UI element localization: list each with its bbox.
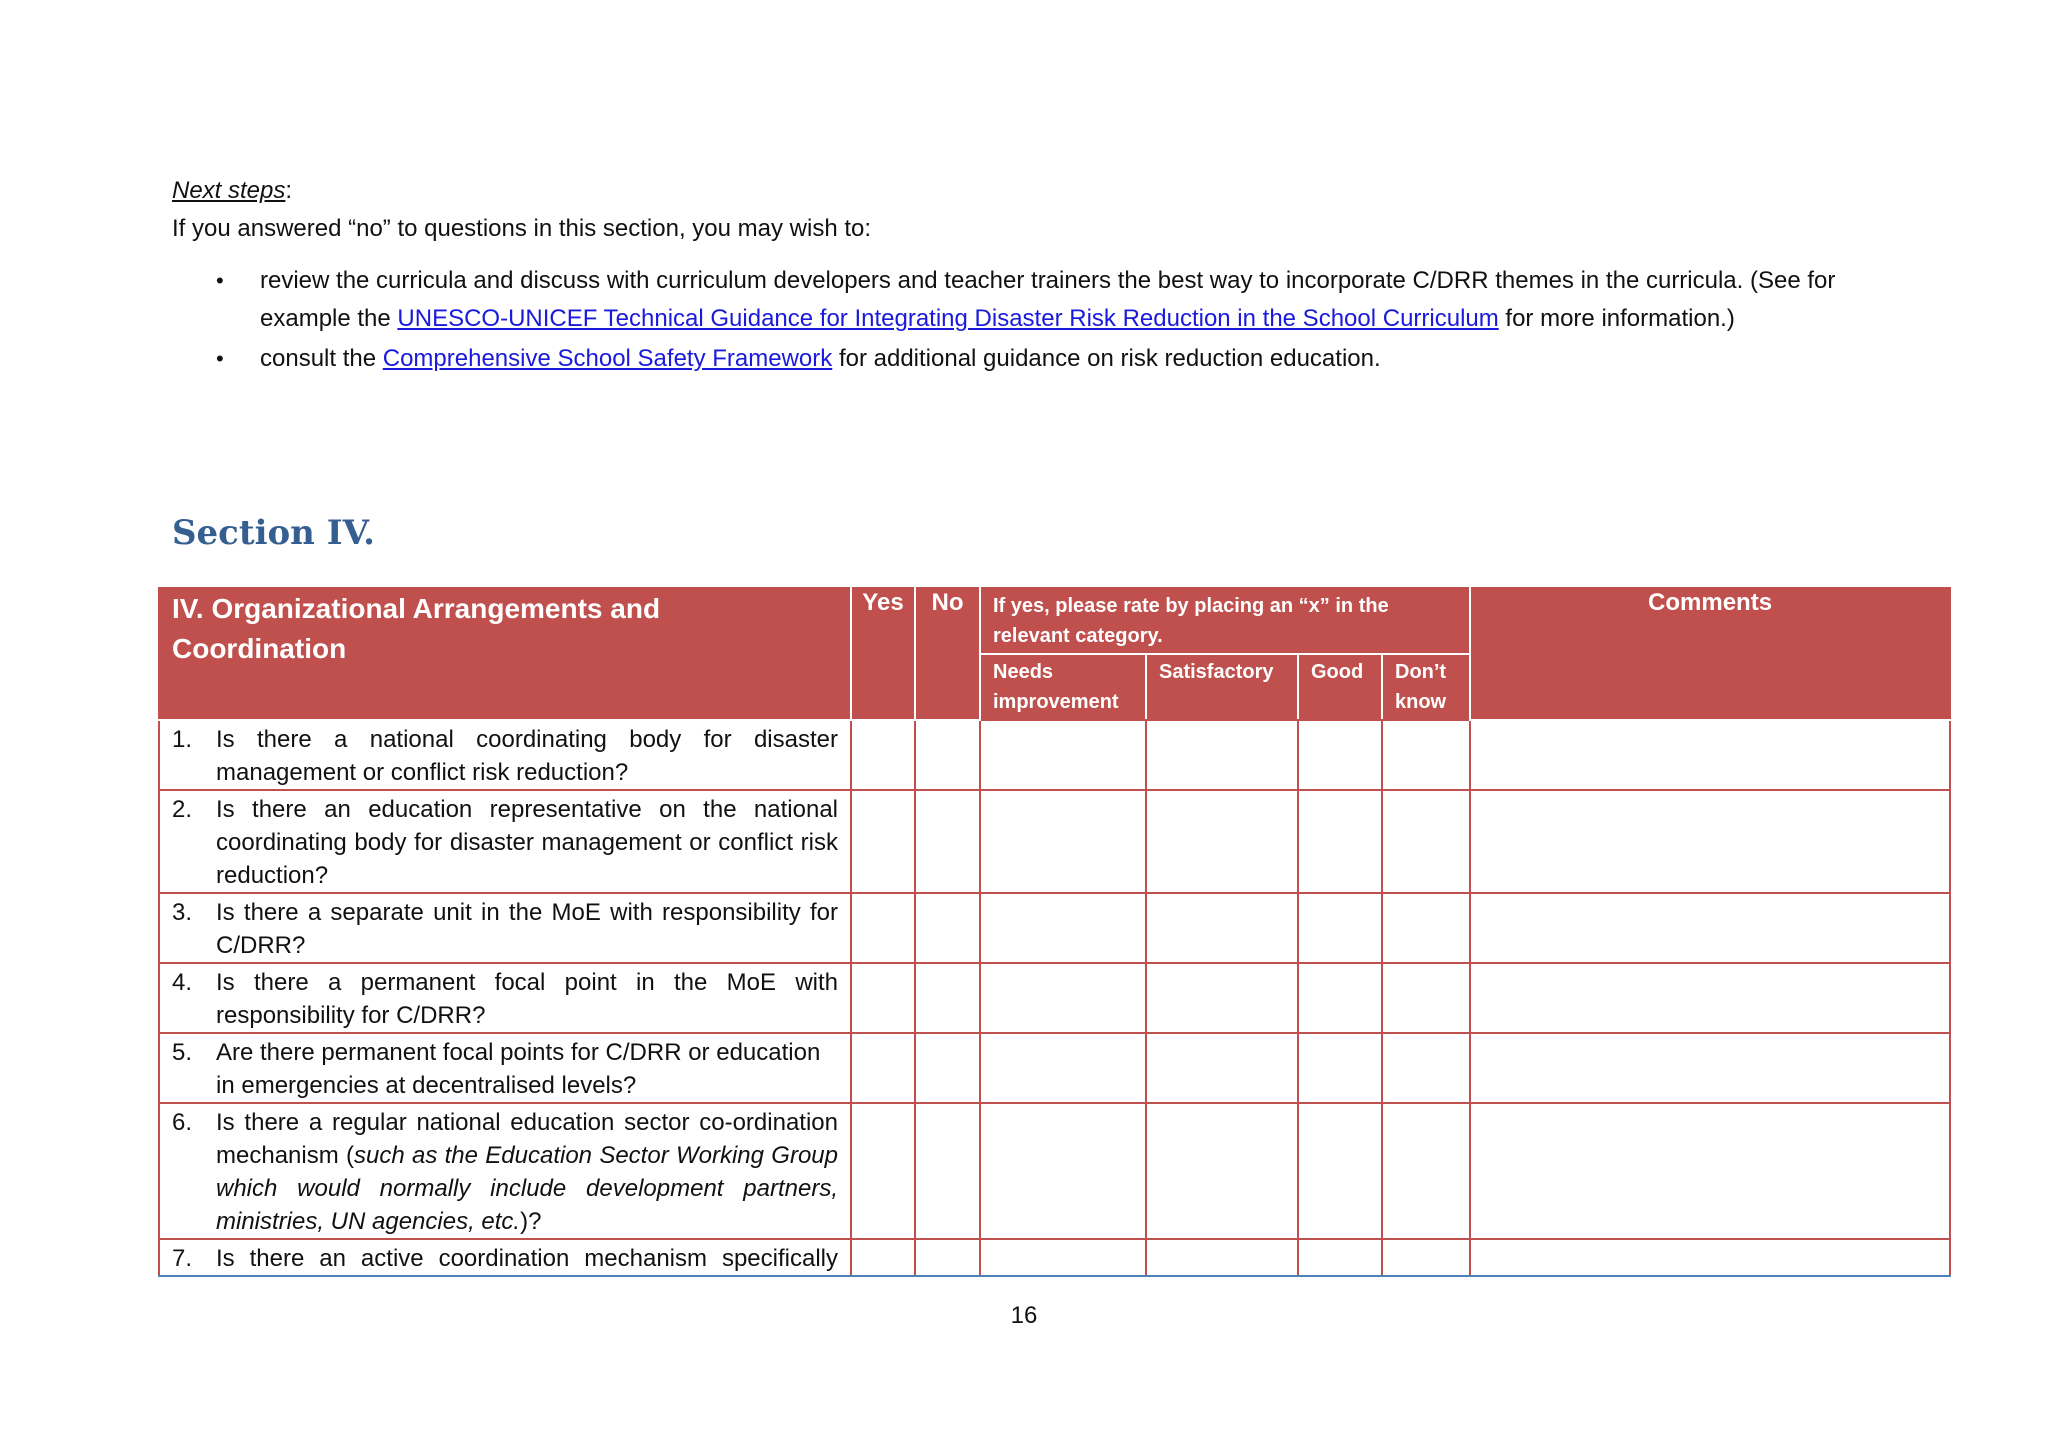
dont-know-cell[interactable] bbox=[1382, 790, 1470, 893]
bullet-icon: • bbox=[216, 268, 224, 293]
good-cell[interactable] bbox=[1298, 1239, 1382, 1276]
question-text: Is there a national coordinating body for disaster management or conflict risk reduction? bbox=[216, 726, 838, 786]
question-text: Is there a permanent focal point in the MoE with responsibility for C/DRR? bbox=[216, 969, 838, 1029]
question-number: 3. bbox=[172, 899, 193, 926]
good-header: Good bbox=[1298, 654, 1382, 720]
needs-improvement-cell[interactable] bbox=[980, 790, 1146, 893]
no-column-header: No bbox=[915, 588, 980, 720]
bullet-icon: • bbox=[216, 346, 224, 371]
dont-know-cell[interactable] bbox=[1382, 963, 1470, 1033]
question-number: 2. bbox=[172, 796, 193, 823]
bullet-text: review the curricula and discuss with curriculum developers and teacher trainers the best way to incorporate C/DRR themes in the curricula. (See for example the bbox=[260, 267, 1836, 332]
needs-improvement-cell[interactable] bbox=[980, 1239, 1146, 1276]
satisfactory-cell[interactable] bbox=[1146, 720, 1298, 790]
yes-cell[interactable] bbox=[851, 720, 915, 790]
yes-cell[interactable] bbox=[851, 963, 915, 1033]
dont-know-cell[interactable] bbox=[1382, 1239, 1470, 1276]
comments-cell[interactable] bbox=[1470, 1103, 1950, 1239]
section-title: Section IV. bbox=[172, 513, 375, 553]
comments-cell[interactable] bbox=[1470, 720, 1950, 790]
bullet-text: consult the bbox=[260, 345, 383, 372]
question-cell bbox=[159, 1033, 851, 1103]
needs-improvement-cell[interactable] bbox=[980, 1103, 1146, 1239]
no-cell[interactable] bbox=[915, 1103, 980, 1239]
yes-cell[interactable] bbox=[851, 1033, 915, 1103]
comments-cell[interactable] bbox=[1470, 1239, 1950, 1276]
next-steps-heading-colon: : bbox=[285, 177, 293, 204]
comments-cell[interactable] bbox=[1470, 1033, 1950, 1103]
next-steps-heading-line bbox=[172, 172, 1892, 210]
comments-column-header: Comments bbox=[1470, 588, 1950, 720]
question-cell bbox=[159, 720, 851, 790]
good-cell[interactable] bbox=[1298, 1033, 1382, 1103]
next-steps-list bbox=[172, 262, 1892, 378]
question-cell bbox=[159, 1103, 851, 1239]
next-steps-heading: Next steps bbox=[172, 177, 286, 204]
list-item bbox=[172, 340, 1892, 378]
dont-know-cell[interactable] bbox=[1382, 893, 1470, 963]
bullet-text-end: for more information.) bbox=[1498, 305, 1735, 332]
no-cell[interactable] bbox=[915, 963, 980, 1033]
bullet-text-end: for additional guidance on risk reduction education. bbox=[832, 345, 1381, 372]
yes-cell[interactable] bbox=[851, 893, 915, 963]
good-cell[interactable] bbox=[1298, 1103, 1382, 1239]
next-steps-block bbox=[172, 172, 1892, 380]
table-row bbox=[159, 963, 1950, 1033]
question-text-start: Is there a regular national education sector co-ordination mechanism ( bbox=[216, 1109, 838, 1169]
comments-cell[interactable] bbox=[1470, 790, 1950, 893]
question-text bbox=[216, 1106, 838, 1238]
needs-improvement-cell[interactable] bbox=[980, 720, 1146, 790]
unesco-unicef-guidance-link[interactable]: UNESCO-UNICEF Technical Guidance for Integrating Disaster Risk Reduction in the School Curriculum bbox=[397, 305, 1499, 332]
yes-column-header: Yes bbox=[851, 588, 915, 720]
question-text: Are there permanent focal points for C/DRR or education in emergencies at decentralised levels? bbox=[216, 1039, 821, 1099]
question-cell bbox=[159, 963, 851, 1033]
no-cell[interactable] bbox=[915, 1239, 980, 1276]
table-row bbox=[159, 720, 1950, 790]
page-number: 16 bbox=[1010, 1302, 1038, 1329]
yes-cell[interactable] bbox=[851, 1103, 915, 1239]
table-row bbox=[159, 1239, 1950, 1276]
rating-group-header: If yes, please rate by placing an “x” in the relevant category. bbox=[980, 588, 1470, 654]
yes-cell[interactable] bbox=[851, 1239, 915, 1276]
assessment-table bbox=[158, 587, 1951, 1277]
question-text: Is there an education representative on the national coordinating body for disaster management or conflict risk reduction? bbox=[216, 796, 838, 889]
no-cell[interactable] bbox=[915, 790, 980, 893]
comments-cell[interactable] bbox=[1470, 893, 1950, 963]
list-item bbox=[172, 262, 1892, 338]
next-steps-intro: If you answered “no” to questions in this section, you may wish to: bbox=[172, 215, 872, 242]
question-number: 4. bbox=[172, 969, 193, 996]
question-number: 6. bbox=[172, 1109, 193, 1136]
question-cell bbox=[159, 1239, 851, 1276]
no-cell[interactable] bbox=[915, 893, 980, 963]
dont-know-header: Don’t know bbox=[1382, 654, 1470, 720]
no-cell[interactable] bbox=[915, 720, 980, 790]
question-cell bbox=[159, 893, 851, 963]
question-text-end: )? bbox=[520, 1208, 542, 1235]
table-row bbox=[159, 1103, 1950, 1239]
needs-improvement-cell[interactable] bbox=[980, 1033, 1146, 1103]
satisfactory-cell[interactable] bbox=[1146, 1103, 1298, 1239]
table-row bbox=[159, 790, 1950, 893]
satisfactory-cell[interactable] bbox=[1146, 1033, 1298, 1103]
good-cell[interactable] bbox=[1298, 720, 1382, 790]
needs-improvement-cell[interactable] bbox=[980, 893, 1146, 963]
table-row bbox=[159, 1033, 1950, 1103]
no-cell[interactable] bbox=[915, 1033, 980, 1103]
satisfactory-cell[interactable] bbox=[1146, 790, 1298, 893]
satisfactory-header: Satisfactory bbox=[1146, 654, 1298, 720]
satisfactory-cell[interactable] bbox=[1146, 963, 1298, 1033]
satisfactory-cell[interactable] bbox=[1146, 893, 1298, 963]
good-cell[interactable] bbox=[1298, 963, 1382, 1033]
question-number: 5. bbox=[172, 1039, 193, 1066]
question-number: 1. bbox=[172, 726, 193, 753]
question-number: 7. bbox=[172, 1245, 193, 1272]
school-safety-framework-link[interactable]: Comprehensive School Safety Framework bbox=[382, 345, 833, 372]
question-cell bbox=[159, 790, 851, 893]
question-text: Is there an active coordination mechanism specifically bbox=[216, 1245, 838, 1272]
good-cell[interactable] bbox=[1298, 790, 1382, 893]
question-text: Is there a separate unit in the MoE with responsibility for C/DRR? bbox=[216, 899, 838, 959]
table-title: IV. Organizational Arrangements and Coordination bbox=[159, 588, 851, 720]
dont-know-cell[interactable] bbox=[1382, 1103, 1470, 1239]
table-row bbox=[159, 893, 1950, 963]
comments-cell[interactable] bbox=[1470, 963, 1950, 1033]
yes-cell[interactable] bbox=[851, 790, 915, 893]
needs-improvement-header: Needs improvement bbox=[980, 654, 1146, 720]
satisfactory-cell[interactable] bbox=[1146, 1239, 1298, 1276]
question-text-italic: such as the Education Sector Working Group which would normally include development partners, ministries, UN agencies, etc. bbox=[216, 1142, 838, 1235]
dont-know-cell[interactable] bbox=[1382, 1033, 1470, 1103]
dont-know-cell[interactable] bbox=[1382, 720, 1470, 790]
good-cell[interactable] bbox=[1298, 893, 1382, 963]
needs-improvement-cell[interactable] bbox=[980, 963, 1146, 1033]
